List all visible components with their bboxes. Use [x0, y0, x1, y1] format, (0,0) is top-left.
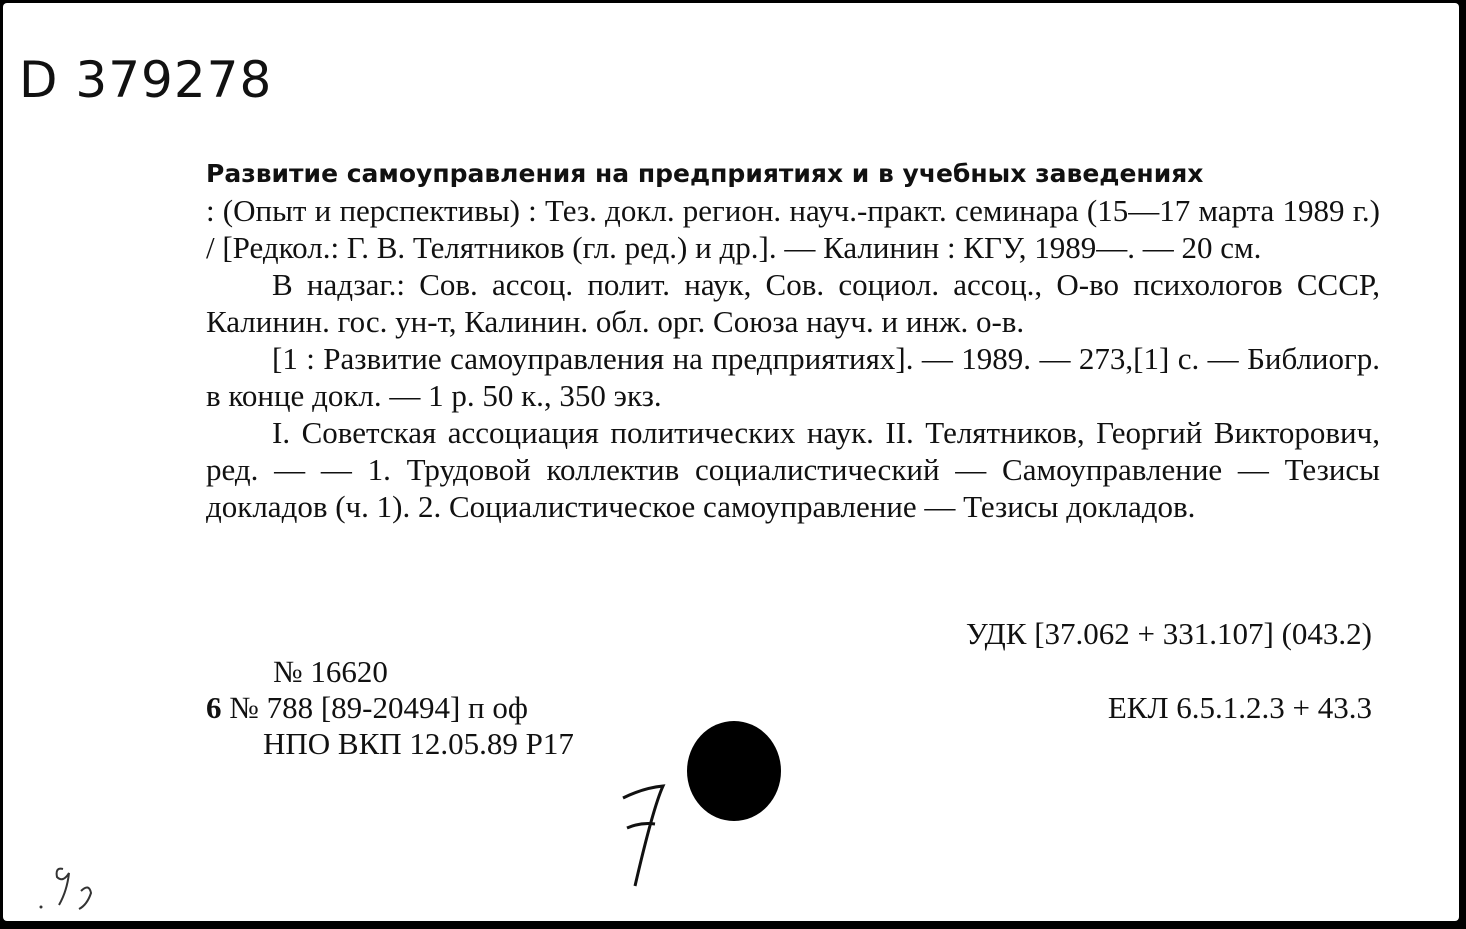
- udc-code: УДК [37.062 + 331.107] (043.2): [965, 616, 1372, 651]
- record-nadzag: В надзаг.: Сов. ассоц. полит. наук, Сов. социол. ассоц., О-во психологов СССР, Калинин. гос. ун-т, Калинин. обл. орг. Союза науч. и инж. о-в.: [206, 267, 1380, 339]
- record-description: : (Опыт и перспективы) : Тез. докл. регион. науч.-практ. семинара (15—17 марта 1989 г.) / [Редкол.: Г. В. Телятников (гл. ред.) и др.]. — Калинин : КГУ, 1989—. — 20 см.: [206, 193, 1380, 265]
- punch-hole: [687, 721, 781, 821]
- ekl-code: ЕКЛ 6.5.1.2.3 + 43.3: [1107, 690, 1372, 725]
- handwritten-scribble: [33, 863, 113, 913]
- call-number: D 379278: [19, 51, 273, 109]
- record-volume: [1 : Развитие самоуправления на предприятиях]. — 1989. — 273,[1] с. — Библиогр. в конце докл. — 1 р. 50 к., 350 экз.: [206, 341, 1380, 413]
- order-line: [206, 689, 528, 726]
- card-number: № 16620: [273, 654, 388, 689]
- handwritten-seven-mark: [613, 778, 673, 888]
- catalog-card: [3, 3, 1459, 921]
- order-rest: № 788 [89-20494] п оф: [229, 690, 528, 725]
- order-prefix: 6: [206, 690, 222, 725]
- bibliographic-record: [206, 153, 1380, 525]
- record-title: Развитие самоуправления на предприятиях и в учебных заведениях: [206, 159, 1204, 188]
- npo-line: НПО ВКП 12.05.89 Р17: [263, 726, 574, 761]
- record-tracings: I. Советская ассоциация политических наук. II. Телятников, Георгий Викторович, ред. — — 1. Трудовой коллектив социалистический — Самоуправление — Тезисы докладов (ч. 1). 2. Социалистическое самоуправление — Тезисы докладов.: [206, 415, 1380, 524]
